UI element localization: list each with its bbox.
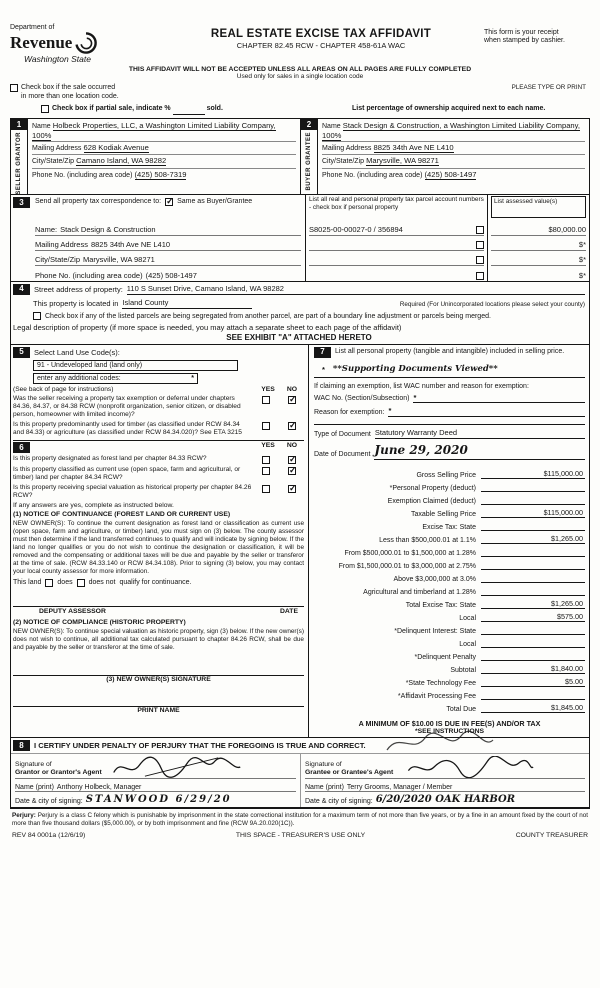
s5-q1-no-checkbox[interactable] [288,396,296,404]
fee-row-processing-fee [314,687,585,700]
seller-csz-label: City/State/Zip [32,158,75,166]
seller-name-label: Name [32,122,51,130]
dor-logo [10,24,158,64]
s5-q2-text: Is this property predominantly used for timber (as classified under RCW 84.34 and 84.33) or agriculture (as classified under RCW 84.34.020)? See ETA 3215 [13,420,242,436]
form-footer [10,832,590,839]
street-address-value[interactable]: 110 S Sunset Drive, Camano Island, WA 98282 [127,284,585,295]
excise-fee-table [314,466,585,713]
section-7-number: 7 [314,347,331,358]
fee-row-subtotal [314,661,585,674]
perjury-text: Perjury is a class C felony which is punishable by imprisonment in the state correctional institution for a maximum term of not more than five years, or by a fine in an amount fixed by the court of not more than five thousand dollars ($5,000.00), or by both imprisonment and fine (RCW 9A.20.020(1C)). [12,811,588,827]
see-back-note: (See back of page for instructions) [13,385,114,393]
grantee-signing-block [300,754,589,807]
buyer-name-value[interactable]: Stack Design & Construction, a Washington Limited Liability Company, 100% [322,120,580,140]
grantor-name-print-label: Name (print) [15,783,54,791]
wac-label: WAC No. (Section/Subsection) [314,395,410,403]
fee-row-total-state [314,596,585,609]
fee-row-total-local [314,609,585,622]
notice-compliance-title: (2) NOTICE OF COMPLIANCE (HISTORIC PROPERTY) [13,618,186,626]
fee-row-excise-state [314,518,585,531]
fee-value[interactable] [481,582,585,583]
seller-csz-value[interactable]: Camano Island, WA 98282 [76,156,167,166]
fee-label: Total Due [446,705,476,713]
s5-question-2 [13,421,304,437]
grantor-name-value[interactable]: Anthony Holbeck, Manager [56,783,142,791]
qualify-label: qualify for continuance. [119,579,192,587]
grantee-signature[interactable] [393,756,543,778]
s6-q2-yes-checkbox[interactable] [262,467,270,475]
buyer-phone-row [322,169,585,182]
buyer-csz-row [322,155,585,168]
buyer-address-value[interactable]: 8825 34th Ave NE L410 [373,143,454,153]
correspondence-phone-row [35,266,301,281]
fee-label: Taxable Selling Price [411,510,476,518]
fee-value[interactable]: $1,840.00 [481,664,585,674]
fee-label: Gross Selling Price [416,471,476,479]
parcel-number-2[interactable] [309,240,311,249]
s6-q2-text: Is this property classified as current use (open space, farm and agricultural, or timber) land per chapter 84.34 RCW? [13,465,241,481]
does-label: does [57,579,73,587]
does-not-label: does not [88,579,116,587]
s5-q1-yes-checkbox[interactable] [262,396,270,404]
parcel-row-1 [309,221,484,236]
s6-yes-no-header: 6 YES NO [13,440,304,453]
fee-label: *Personal Property (deduct) [389,484,476,492]
rev-number: REV 84 0001a (12/6/19) [12,831,86,839]
corr-name-value[interactable]: Stack Design & Construction [60,225,156,235]
correspondence-address-row [35,236,301,251]
same-as-buyer-checkbox[interactable] [165,198,173,206]
form-body [10,118,590,809]
perjury-label: Perjury: [12,811,36,819]
buyer-name-row [322,120,585,143]
parcel-number-3[interactable] [309,255,311,264]
grantee-name-value[interactable]: Terry Grooms, Manager / Member [346,783,453,791]
section-4-number: 4 [13,284,30,295]
fee-value[interactable]: $1,845.00 [481,703,585,713]
partial-sale-checkbox[interactable] [41,105,49,113]
fee-label: Exemption Claimed (deduct) [387,497,476,505]
reason-exemption-value[interactable]: * [388,406,585,417]
section-6-number: 6 [13,442,30,453]
fee-row-taxable [314,505,585,518]
dept-of-label: Department of [10,24,55,31]
land-use-column [11,345,309,737]
supporting-docs-row [322,364,585,374]
s5-q1-text: Was the seller receiving a property tax exemption or deferral under chapters 84.36, 84.37, or 84.38 RCW (nonprofit organization, senior citizen, or disabled person, homeowner with limited income)? [13,394,241,418]
corr-phone-value[interactable]: (425) 508-1497 [145,271,197,281]
fee-value[interactable] [481,595,585,596]
same-as-buyer-label: Same as Buyer/Grantee [177,198,253,206]
fee-row-total-due [314,700,585,713]
receipt-note: This form is your receipt when stamped by cashier. [484,29,565,45]
required-county-note: Required (For Unincorporated locations please select your county) [399,300,585,308]
s6-question-3 [13,484,304,500]
revenue-swirl-icon [74,31,98,55]
buyer-phone-label: Phone No. (including area code) [322,171,423,179]
assessor-date-label: DATE [280,607,298,615]
assessed-value-1[interactable]: $80,000.00 [491,221,586,236]
segregated-checkbox[interactable] [33,312,41,320]
notice-compliance-body: NEW OWNER(S): To continue special valuation as historic property, sign (3) below. If the new owner(s) does not wish to continue, all additional tax calculated pursuant to chapter 84.26 RCW, shall be due and payable by the seller or transferor at the time of sale. [13,627,305,651]
land-qualify-row [13,579,304,587]
fee-row-delinq-interest-state [314,622,585,635]
fee-value[interactable] [481,647,585,648]
revenue-wordmark: Revenue [10,33,73,53]
deputy-assessor-label: DEPUTY ASSESSOR [39,607,106,615]
fee-value[interactable]: $575.00 [481,612,585,622]
exemption-note: If claiming an exemption, list WAC number and reason for exemption: [314,382,529,390]
supporting-docs-star: * [322,364,325,374]
fee-label: *Affidavit Processing Fee [397,692,476,700]
fee-row-exemption-deduct [314,492,585,505]
located-in-label: This property is located in [33,299,119,309]
fee-label: From $1,500,000.01 to $3,000,000 at 2.75% [338,562,476,570]
fee-label: Subtotal [450,666,476,674]
fee-row-agricultural [314,583,585,596]
perjury-statement [10,812,590,828]
fee-row-tier1 [314,531,585,544]
signature-flourish [379,730,499,756]
fee-value[interactable]: $1,265.00 [481,599,585,609]
s5-question-1 [13,395,304,419]
personal-property-line[interactable] [314,374,585,378]
seller-phone-value[interactable]: (425) 508-7319 [134,169,187,179]
seller-phone-label: Phone No. (including area code) [32,171,133,179]
grantor-date-city-label: Date & city of signing: [15,797,83,805]
grantor-date-city-value[interactable]: STANWOOD 6/29/20 [85,793,232,805]
buyer-address-row [322,142,585,155]
deputy-assessor-labels [13,607,304,615]
fee-value[interactable] [481,660,585,661]
section-3-number: 3 [13,197,30,208]
legal-description-value[interactable]: SEE EXHIBIT "A" ATTACHED HERETO [226,332,372,342]
assessed-value-2[interactable]: $* [491,236,586,251]
fee-row-tier2 [314,544,585,557]
fee-row-tier4 [314,570,585,583]
multi-location-checkbox[interactable] [10,84,18,92]
fee-value[interactable]: $1,265.00 [481,534,585,544]
fee-label: *Delinquent Penalty [414,653,476,661]
grantee-date-city-value[interactable]: 6/20/2020 OAK HARBOR [375,793,516,805]
supporting-docs-note[interactable]: **Supporting Documents Viewed** [332,363,498,374]
form-chapter: CHAPTER 82.45 RCW - CHAPTER 458-61A WAC [236,41,406,50]
additional-codes-box[interactable] [33,373,198,384]
buyer-csz-label: City/State/Zip [322,158,365,166]
parcel-pp-checkbox-2[interactable] [476,241,484,249]
parcel-number-4[interactable] [309,271,311,280]
correspondence-csz-row [35,251,301,266]
seller-name-value[interactable]: Holbeck Properties, LLC, a Washington Limited Liability Company, 100% [32,120,276,140]
s6-q1-text: Is this property designated as forest land per chapter 84.33 RCW? [13,454,207,462]
doc-date-label: Date of Document [314,451,371,459]
segregated-label: Check box if any of the listed parcels are being segregated from another parcel, are part of a boundary line adjustment or parcels being merged. [45,312,491,320]
section-5-number: 5 [13,347,30,358]
fee-label: From $500,000.01 to $1,500,000 at 1.28% [344,549,476,557]
s5-q2-no-checkbox[interactable] [288,422,296,430]
seller-phone-row [32,169,296,182]
located-county-value[interactable]: Island County [122,298,252,309]
seller-grantor-side-label: SELLER GRANTOR [15,131,22,195]
fee-label: *State Technology Fee [405,679,476,687]
fee-value[interactable] [481,556,585,557]
fee-value[interactable] [481,491,585,492]
parcel-row-4 [309,266,484,281]
fee-row-delinq-interest-local [314,635,585,648]
buyer-grantee-side-label: BUYER GRANTEE [305,131,312,191]
s6-q3-no-checkbox[interactable] [288,485,296,493]
seller-address-label: Mailing Address [32,145,82,153]
corr-address-value[interactable]: 8825 34th Ave NE L410 [90,240,171,250]
fee-label: Agricultural and timberland at 1.28% [363,588,476,596]
new-owner-signature-label: (3) NEW OWNER(S) SIGNATURE [106,675,211,683]
partial-percent-field[interactable] [173,105,205,115]
s6-question-2 [13,466,304,482]
form-header [10,24,590,64]
doc-date-value[interactable]: June 29, 2020 [374,443,585,460]
notice-continuance-body: NEW OWNER(S): To continue the current designation as forest land or classification as current use (open space, farm and agriculture, or timber) land, you must sign on (3) below. The county assessor must then determine if the land transferred continues to qualify and will indicate by signing below. If the land no longer qualifies or you do not wish to continue the designation or classification, it will be removed and the compensating or additional taxes will be due and payable by the seller or transferor at the time of sale. (RCW 84.33.140 or RCW 84.34.108). Prior to signing (3) below, you may contact your local county assessor for more information. [13,519,304,575]
section-1-number: 1 [11,119,28,130]
legal-description-label: Legal description of property (if more space is needed, you may attach a separate sheet to each page of the affidavit) [13,322,402,332]
grantee-name-print-label: Name (print) [305,783,344,791]
grantor-signing-block [11,754,300,807]
fee-row-delinq-penalty [314,648,585,661]
multi-location-label: Check box if the sale occurred in more than one location code. [21,84,119,101]
fee-value[interactable] [481,504,585,505]
fee-label: Excise Tax: State [422,523,476,531]
fee-value[interactable]: $115,000.00 [481,508,585,518]
s6-q2-no-checkbox[interactable] [288,467,296,475]
corr-phone-label: Phone No. (including area code) [35,271,143,281]
wac-value[interactable]: * [413,393,585,404]
assessed-value-4[interactable]: $* [578,271,586,281]
section-8-number: 8 [13,740,30,751]
additional-codes-label: enter any additional codes: [37,374,121,382]
washington-state-label: Washington State [24,54,91,65]
form-title: REAL ESTATE EXCISE TAX AFFIDAVIT [210,28,432,40]
new-owner-signature-line[interactable] [13,664,304,676]
if-yes-note: If any answers are yes, complete as instructed below. [13,501,174,509]
s5-yes-no-header: (See back of page for instructions) YES NO [13,385,298,393]
grantor-signature[interactable] [102,756,252,778]
additional-codes-value[interactable]: * [191,374,194,382]
parcel-row-3 [309,251,484,266]
print-name-line[interactable] [13,695,304,707]
buyer-phone-value[interactable]: (425) 508-1497 [424,169,477,179]
parcel-pp-checkbox-1[interactable] [476,226,484,234]
buyer-csz-value[interactable]: Marysville, WA 98271 [366,156,439,166]
correspondence-name-row [35,221,301,236]
county-treasurer-label: COUNTY TREASURER [515,831,588,839]
doc-type-value[interactable]: Statutory Warranty Deed [375,428,585,439]
street-address-label: Street address of property: [34,285,123,295]
s6-q3-yes-checkbox[interactable] [262,485,270,493]
personal-property-label: List all personal property (tangible and intangible) included in selling price. [335,347,565,355]
grantor-date-city-row [15,792,296,805]
fee-value[interactable] [481,634,585,635]
land-use-code-box[interactable]: 91 - Undeveloped land (land only) [33,360,238,371]
seller-address-value[interactable]: 628 Kodiak Avenue [83,143,149,153]
fee-row-tier3 [314,557,585,570]
corr-csz-label: City/State/Zip [35,255,81,265]
seller-section [11,119,300,195]
land-does-checkbox[interactable] [45,579,53,587]
seller-csz-row [32,155,296,168]
grantee-date-city-label: Date & city of signing: [305,797,373,805]
fee-label: Local [459,640,476,648]
buyer-name-label: Name [322,122,341,130]
notice-continuance-title: (1) NOTICE OF CONTINUANCE (FOREST LAND OR CURRENT USE) [13,510,231,518]
land-use-label: Select Land Use Code(s): [34,347,120,357]
reason-exemption-label: Reason for exemption: [314,409,385,417]
treasurer-space-label: THIS SPACE - TREASURER'S USE ONLY [235,831,366,839]
s6-q1-yes-checkbox[interactable] [262,456,270,464]
minimum-due-note: A MINIMUM OF $10.00 IS DUE IN FEE(S) AND/OR TAX [358,718,541,728]
please-type-label: PLEASE TYPE OR PRINT [511,84,586,92]
fee-label: Local [459,614,476,622]
fee-row-personal-deduct [314,479,585,492]
fee-row-gross [314,466,585,479]
fee-label: Above $3,000,000 at 3.0% [393,575,476,583]
grantee-name-row [305,779,585,792]
seller-address-row [32,142,296,155]
grantor-name-row [15,779,296,792]
s6-question-1 [13,455,304,464]
grantee-signature-label: Signature of Grantee or Grantee's Agent [305,761,394,777]
land-does-not-checkbox[interactable] [77,579,85,587]
buyer-address-label: Mailing Address [322,145,372,153]
fee-value[interactable]: $115,000.00 [481,469,585,479]
deputy-assessor-signature-line[interactable] [13,595,304,607]
seller-name-row [32,120,296,143]
send-correspondence-label: Send all property tax correspondence to: [35,198,162,206]
grantor-signature-label: Signature of Grantor or Grantor's Agent [15,761,102,777]
fee-label: *Delinquent Interest: State [394,627,476,635]
fee-label: Less than $500,000.01 at 1.1% [379,536,476,544]
excise-tax-column [309,345,589,737]
fee-value[interactable] [481,569,585,570]
fee-label: Total Excise Tax: State [405,601,476,609]
doc-type-label: Type of Document [314,430,371,438]
s6-q1-no-checkbox[interactable] [288,456,296,464]
corr-csz-value[interactable]: Marysville, WA 98271 [83,255,155,265]
parcel-row-2 [309,236,484,251]
assessed-value-3[interactable]: $* [491,251,586,266]
ownership-note: List percentage of ownership acquired next to each name. [352,104,546,112]
corr-name-label: Name: [35,225,58,235]
parcel-numbers-header: List all real and personal property tax parcel account numbers - check box if personal property [309,196,484,211]
section-2-number: 2 [301,119,318,130]
parcel-number-1[interactable]: S8025-00-00027-0 / 356894 [309,225,403,235]
parcel-pp-checkbox-4[interactable] [476,272,484,280]
fee-value[interactable] [481,530,585,531]
print-name-label: PRINT NAME [137,706,180,714]
certify-statement: I CERTIFY UNDER PENALTY OF PERJURY THAT THE FOREGOING IS TRUE AND CORRECT. [34,740,366,750]
assessed-value-header: List assessed value(s) [491,196,586,218]
certification-section [11,737,589,808]
buyer-section [300,119,589,195]
grantee-date-city-row [305,792,585,805]
top-options [10,84,590,114]
s6-q3-text: Is this property receiving special valuation as historical property per chapter 84.26 RCW? [13,483,252,499]
fee-row-tech-fee [314,674,585,687]
corr-address-label: Mailing Address [35,240,88,250]
this-land-label: This land [13,579,42,587]
see-instructions-note: *SEE INSTRUCTIONS [414,727,485,735]
parcel-pp-checkbox-3[interactable] [476,256,484,264]
fee-value[interactable]: $5.00 [481,677,585,687]
fee-value[interactable] [481,699,585,700]
s5-q2-yes-checkbox[interactable] [262,422,270,430]
tax-correspondence-section [11,195,589,282]
partial-sale-label: Check box if partial sale, indicate % sold. [52,105,223,115]
single-location-note: Used only for sales in a single location code [236,73,364,81]
completion-warning: THIS AFFIDAVIT WILL NOT BE ACCEPTED UNLESS ALL AREAS ON ALL PAGES ARE FULLY COMPLETED [128,66,472,74]
property-address-section [11,282,589,345]
